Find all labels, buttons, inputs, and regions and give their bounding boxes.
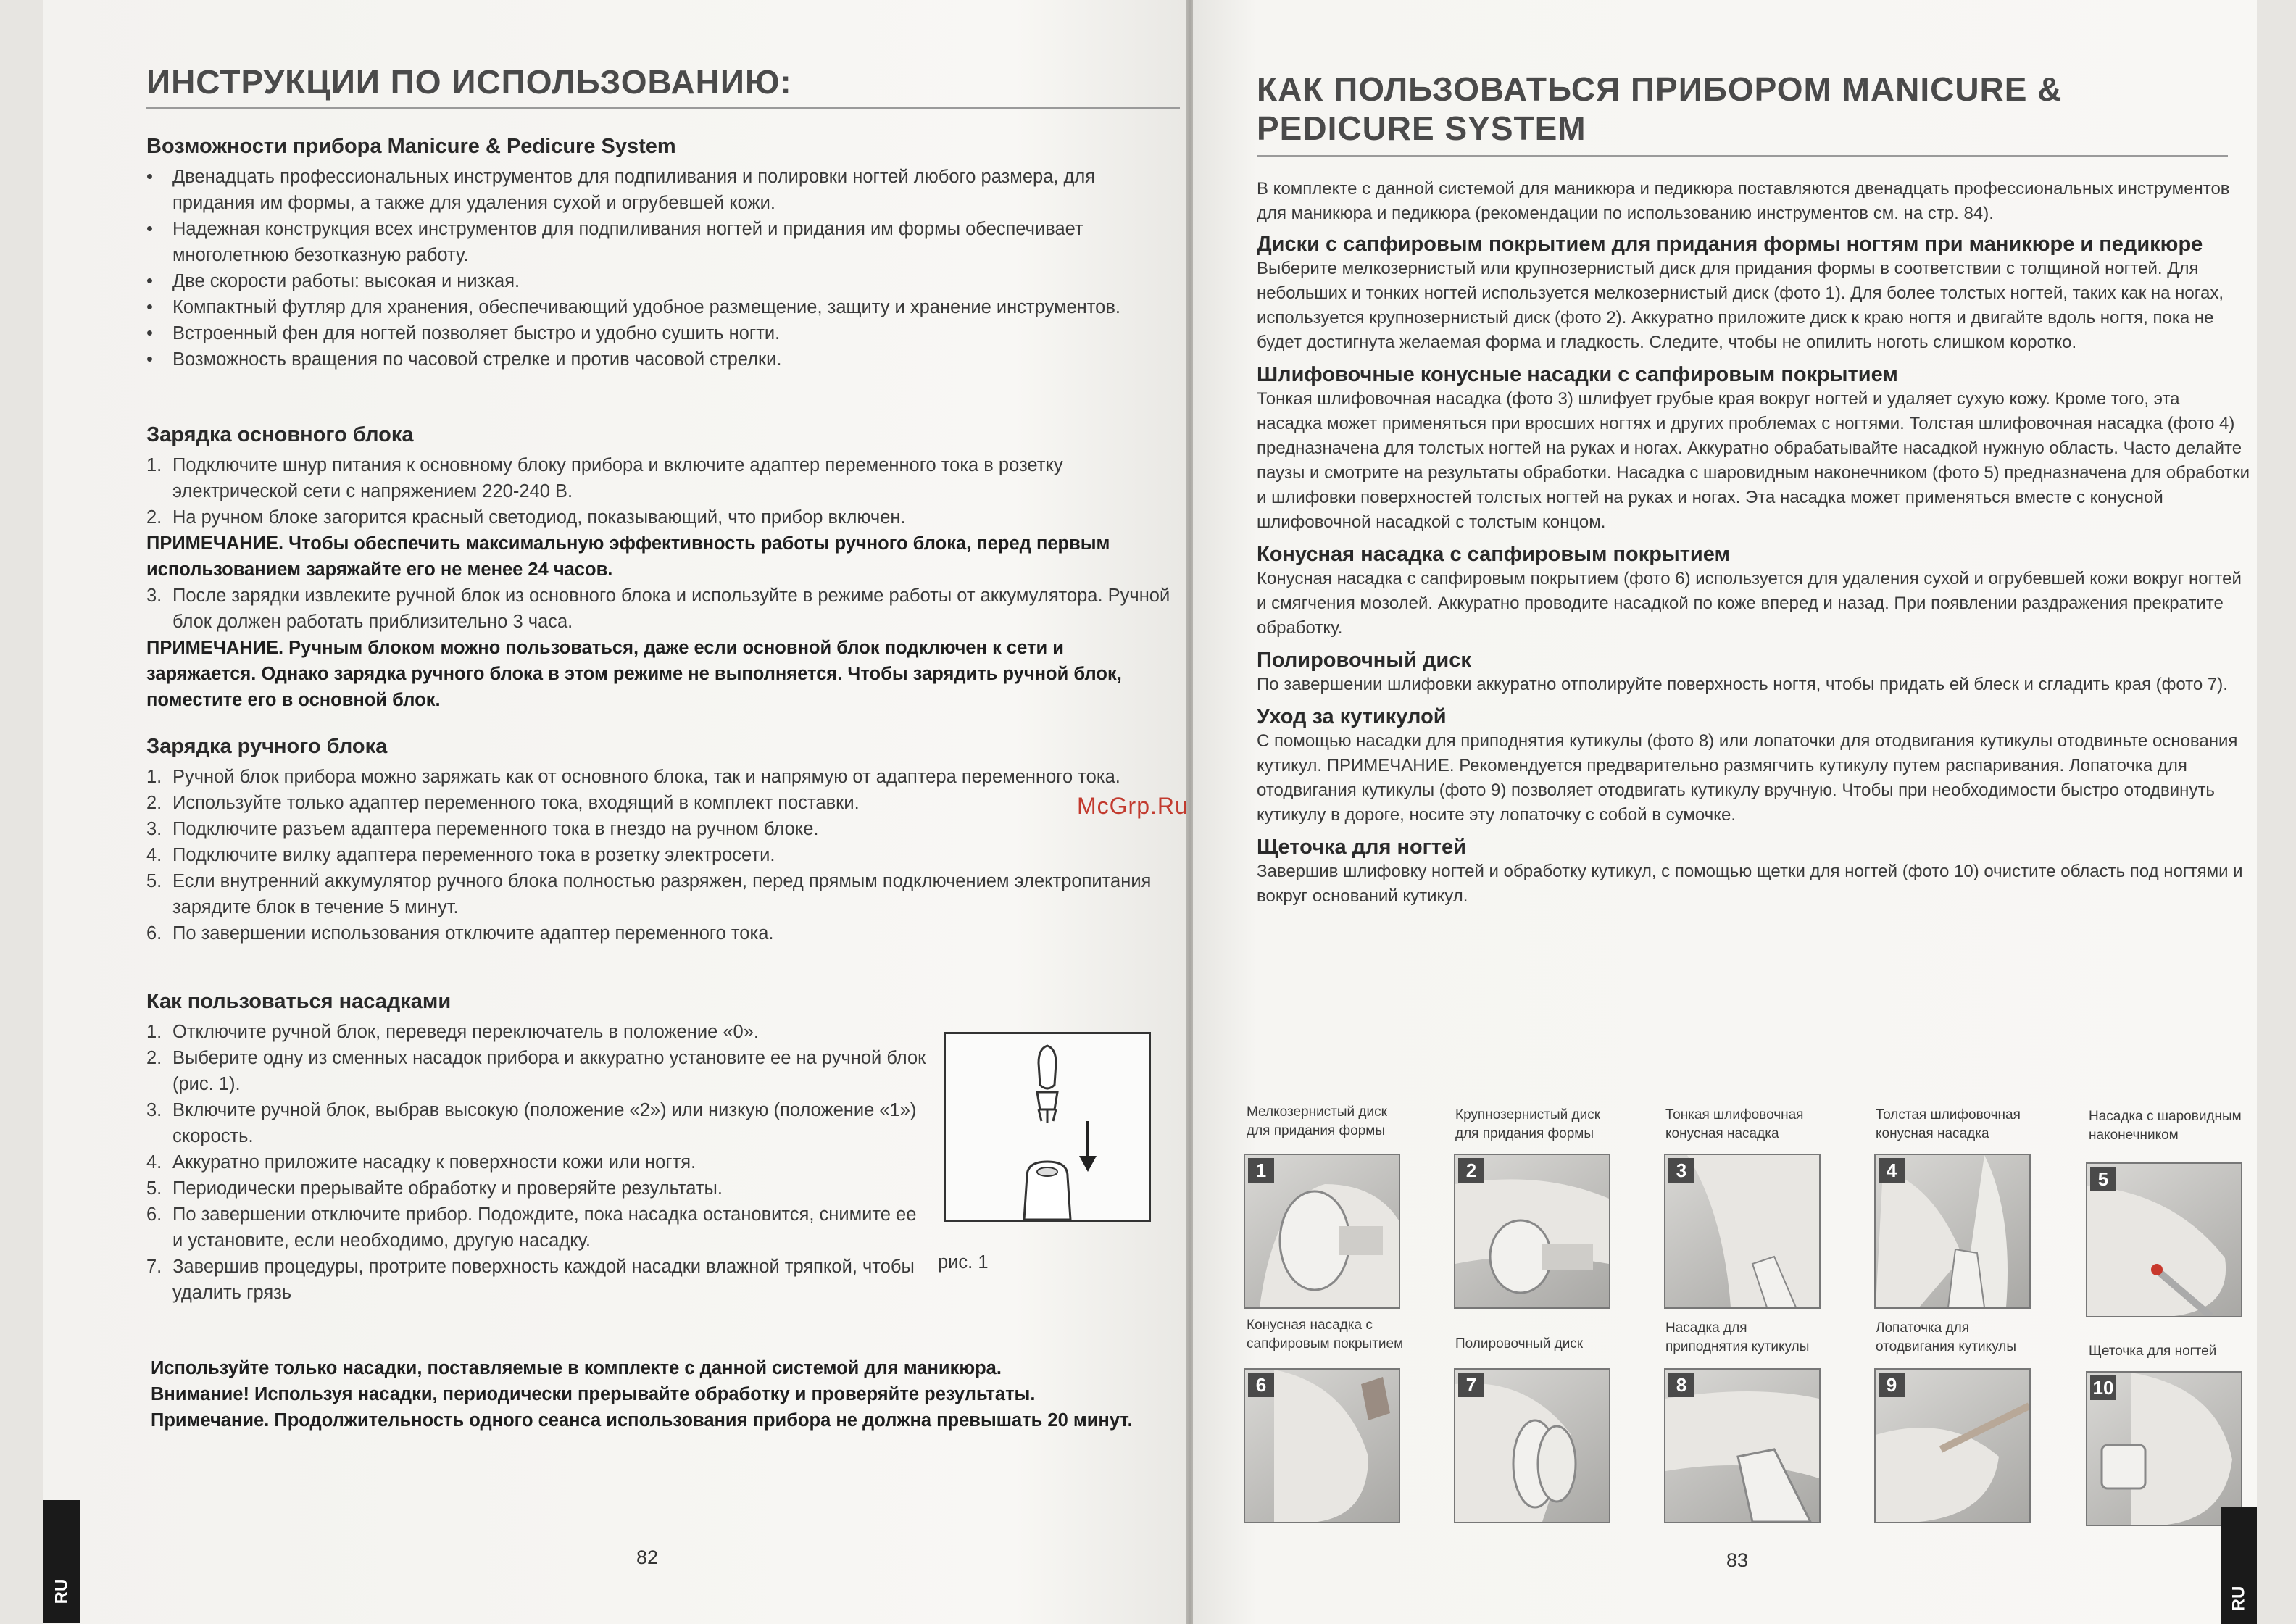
list-item: 2. Используйте только адаптер переменного тока, входящий в комплект поставки. bbox=[146, 793, 860, 813]
bullet-icon: • bbox=[146, 349, 153, 370]
section-body: Тонкая шлифовочная насадка (фото 3) шлифует грубые края вокруг ногтей и удаляет сухую кожу. Кроме того, эта насадка может применяться при вросших ногтях и других проблемах с ногтями. Толстая шлифовочная насадка (фото 4) предназначена для толстых ногтей на руках и ногах. Аккуратно обрабатывайте насадкой нужную область. Часто делайте паузы и смотрите на результаты обработки. Насадка с шаровидным наконечником (фото 5) предназначена для обработки и шлифовки поверхностей толстых ногтей на руках и ногах. Эта насадка может применяться вместе с конусной шлифовочной насадкой с толстым концом. bbox=[1257, 389, 2250, 532]
photo-number-badge: 9 bbox=[1879, 1373, 1905, 1397]
section-heading: Полировочный диск bbox=[1257, 649, 1471, 672]
language-tab: RU bbox=[2221, 1507, 2257, 1624]
photo-10 bbox=[2086, 1371, 2242, 1526]
photo-caption: Насадка для приподнятия кутикулы bbox=[1665, 1320, 1810, 1354]
photo-6 bbox=[1244, 1368, 1400, 1523]
photo-caption: Толстая шлифовочная конусная насадка bbox=[1876, 1107, 2021, 1141]
photo-caption: Конусная насадка с сапфировым покрытием bbox=[1247, 1317, 1404, 1352]
section-body: По завершении шлифовки аккуратно отполируйте поверхность ногтя, чтобы придать ей блеск и сгладить края (фото 7). bbox=[1257, 675, 2228, 694]
photo-5 bbox=[2086, 1162, 2242, 1317]
photo-number-badge: 6 bbox=[1248, 1373, 1274, 1397]
hand-charge-list bbox=[146, 764, 1176, 946]
photo-caption: Мелкозернистый диск для придания формы bbox=[1247, 1104, 1387, 1138]
section-body: Выберите мелкозернистый или крупнозернистый диск для придания формы в соответствии с толщиной ногтей. Для небольших и тонких ногтей используется мелкозернистый диск (фото 1). Для более толстых ногтей, таких как на ногах, используется крупнозернистый диск (фото 2). Аккуратно приложите диск к краю ногтя и двигайте вдоль ногтя, пока не будет достигнута желаемая форма и гладкость. Следите, чтобы не опилить ноготь слишком коротко. bbox=[1257, 259, 2224, 352]
photo-caption: Тонкая шлифовочная конусная насадка bbox=[1665, 1107, 1804, 1141]
list-item: 6. По завершении использования отключите адаптер переменного тока. bbox=[146, 923, 774, 944]
photo-number-badge: 4 bbox=[1879, 1158, 1905, 1183]
warnings-block bbox=[151, 1355, 1186, 1433]
photo-3 bbox=[1664, 1154, 1821, 1309]
bullet-icon: • bbox=[146, 219, 153, 239]
list-item: 6. По завершении отключите прибор. Подождите, пока насадка остановится, снимите ее и установите, если необходимо, другую насадку. bbox=[146, 1204, 917, 1251]
list-item: 2. На ручном блоке загорится красный светодиод, показывающий, что прибор включен. bbox=[146, 507, 906, 528]
photo-caption: Насадка с шаровидным наконечником bbox=[2089, 1109, 2242, 1143]
list-item: 3. После зарядки извлеките ручной блок из основного блока и используйте в режиме работы от аккумулятора. Ручной блок должен работать приблизительно 3 часа. bbox=[146, 586, 1170, 632]
section-heading: Шлифовочные конусные насадки с сапфировым покрытием bbox=[1257, 363, 1898, 386]
list-item: 7. Завершив процедуры, протрите поверхность каждой насадки влажной тряпкой, чтобы удалить грязь bbox=[146, 1257, 915, 1303]
list-item: 1. Ручной блок прибора можно заряжать как от основного блока, так и напрямую от адаптера переменного тока. bbox=[146, 767, 1120, 787]
list-item: • Двенадцать профессиональных инструментов для подпиливания и полировки ногтей любого размера, для придания им формы, а также для удаления сухой и огрубевшей кожи. bbox=[146, 164, 1176, 216]
bullet-icon: • bbox=[146, 297, 153, 317]
watermark: McGrp.Ru bbox=[1077, 793, 1189, 819]
features-section bbox=[146, 133, 1176, 372]
warning-line: Примечание. Продолжительность одного сеанса использования прибора не должна превышать 20 минут. bbox=[151, 1410, 1133, 1431]
title-rule bbox=[1257, 155, 2228, 157]
photo-number-badge: 10 bbox=[2090, 1375, 2116, 1400]
list-item: • Возможность вращения по часовой стрелке и против часовой стрелки. bbox=[146, 346, 1176, 372]
note-hand-unit: ПРИМЕЧАНИЕ. Ручным блоком можно пользоваться, даже если основной блок подключен к сети и заряжается. Однако зарядка ручного блока в этом режиме не выполняется. Чтобы зарядить ручной блок, поместите его в основной блок. bbox=[146, 638, 1122, 710]
list-item: • Надежная конструкция всех инструментов для подпиливания ногтей и придания им формы обеспечивает многолетнюю безотказную работу. bbox=[146, 216, 1176, 268]
photo-number-badge: 1 bbox=[1248, 1158, 1274, 1183]
photo-8 bbox=[1664, 1368, 1821, 1523]
main-charge-section bbox=[146, 422, 1176, 713]
features-list bbox=[146, 164, 1176, 372]
list-item: • Встроенный фен для ногтей позволяет быстро и удобно сушить ногти. bbox=[146, 320, 1176, 346]
photo-4 bbox=[1874, 1154, 2031, 1309]
photo-1 bbox=[1244, 1154, 1400, 1309]
photo-number-badge: 7 bbox=[1458, 1373, 1484, 1397]
section-heading: Щеточка для ногтей bbox=[1257, 836, 1466, 859]
bullet-icon: • bbox=[146, 271, 153, 291]
photo-caption: Лопаточка для отодвигания кутикулы bbox=[1876, 1320, 2017, 1354]
photo-number-badge: 5 bbox=[2090, 1167, 2116, 1191]
photo-number-badge: 8 bbox=[1668, 1373, 1694, 1397]
figure-1 bbox=[944, 1032, 1151, 1222]
note-first-charge: ПРИМЕЧАНИЕ. Чтобы обеспечить максимальную эффективность работы ручного блока, перед первым использованием заряжайте его не менее 24 часов. bbox=[146, 533, 1110, 580]
photo-caption: Полировочный диск bbox=[1455, 1336, 1584, 1352]
list-item: 3. Включите ручной блок, выбрав высокую (положение «2») или низкую (положение «1») скорость. bbox=[146, 1100, 917, 1146]
photo-7 bbox=[1454, 1368, 1610, 1523]
hand-charge-section bbox=[146, 733, 1176, 946]
warning-line: Внимание! Используя насадки, периодически прерывайте обработку и проверяйте результаты. bbox=[151, 1384, 1036, 1404]
main-charge-list bbox=[146, 452, 1176, 530]
left-page bbox=[43, 0, 1186, 1624]
photo-number-badge: 3 bbox=[1668, 1158, 1694, 1183]
bullet-icon: • bbox=[146, 323, 153, 343]
section-body: Завершив шлифовку ногтей и обработку кутикул, с помощью щетки для ногтей (фото 10) очистите область под ногтями и вокруг оснований кутикул. bbox=[1257, 862, 2243, 906]
section-body: Конусная насадка с сапфировым покрытием (фото 6) используется для удаления сухой и огрубевшей кожи вокруг ногтей и смягчения мозолей. Аккуратно проводите насадкой по коже вперед и назад. При появлении раздражения прекратите обработку. bbox=[1257, 569, 2242, 638]
section-heading: Уход за кутикулой bbox=[1257, 705, 1447, 728]
bullet-icon: • bbox=[146, 167, 153, 187]
photo-caption: Крупнозернистый диск для придания формы bbox=[1455, 1107, 1601, 1141]
title-rule bbox=[146, 107, 1180, 109]
section-heading: Диски с сапфировым покрытием для придания формы ногтям при маникюре и педикюре bbox=[1257, 233, 2203, 256]
warning-line: Используйте только насадки, поставляемые в комплекте с данной системой для маникюра. bbox=[151, 1358, 1002, 1378]
list-item: 4. Подключите вилку адаптера переменного тока в розетку электросети. bbox=[146, 845, 775, 865]
photo-number-badge: 2 bbox=[1458, 1158, 1484, 1183]
page-number: 82 bbox=[636, 1546, 659, 1568]
attachment-install-illustration bbox=[946, 1034, 1149, 1220]
hand-charge-heading: Зарядка ручного блока bbox=[146, 735, 388, 758]
section-body: С помощью насадки для приподнятия кутикулы (фото 8) или лопаточки для отодвигания кутикулы отодвиньте основания кутикул. ПРИМЕЧАНИЕ. Рекомендуется предварительно размягчить кутикулу путем распаривания. Лопаточка для отодвигания кутикулы (фото 9) позволяет отодвигать кутикулу вручную. Чтобы при необходимости быстро отодвинуть кутикулу в дороге, носите эту лопаточку с собой в сумочке. bbox=[1257, 731, 2238, 825]
language-tab: RU bbox=[43, 1500, 80, 1623]
list-item: • Две скорости работы: высокая и низкая. bbox=[146, 268, 1176, 294]
instructions-column bbox=[1257, 177, 2250, 909]
features-heading: Возможности прибора Manicure & Pedicure System bbox=[146, 135, 676, 158]
photo-2 bbox=[1454, 1154, 1610, 1309]
list-item: 3. Подключите разъем адаптера переменного тока в гнездо на ручном блоке. bbox=[146, 819, 819, 839]
figure-1-caption: рис. 1 bbox=[938, 1252, 989, 1273]
section-heading: Конусная насадка с сапфировым покрытием bbox=[1257, 543, 1730, 566]
right-page bbox=[1193, 0, 2257, 1624]
main-charge-heading: Зарядка основного блока bbox=[146, 423, 414, 446]
list-item: • Компактный футляр для хранения, обеспечивающий удобное размещение, защиту и хранение инструментов. bbox=[146, 294, 1176, 320]
attachments-list bbox=[146, 1019, 929, 1306]
right-page-title: КАК ПОЛЬЗОВАТЬСЯ ПРИБОРОМ MANICURE & PEDICURE SYSTEM bbox=[1257, 70, 2063, 147]
attachments-section bbox=[146, 988, 929, 1306]
list-item: 1. Отключите ручной блок, переведя переключатель в положение «0». bbox=[146, 1022, 759, 1042]
photo-caption: Щеточка для ногтей bbox=[2089, 1344, 2217, 1359]
photo-9 bbox=[1874, 1368, 2031, 1523]
left-page-title: ИНСТРУКЦИИ ПО ИСПОЛЬЗОВАНИЮ: bbox=[146, 63, 792, 101]
list-item: 5. Периодически прерывайте обработку и проверяйте результаты. bbox=[146, 1178, 723, 1199]
list-item: 5. Если внутренний аккумулятор ручного блока полностью разряжен, перед прямым подключением электропитания зарядите блок в течение 5 минут. bbox=[146, 871, 1152, 917]
attachments-heading: Как пользоваться насадками bbox=[146, 990, 452, 1013]
list-item: 2. Выберите одну из сменных насадок прибора и аккуратно установите ее на ручной блок (рис. 1). bbox=[146, 1048, 926, 1094]
intro-text: В комплекте с данной системой для маникюра и педикюра поставляются двенадцать профессиональных инструментов для маникюра и педикюра (рекомендации по использованию инструментов см. на стр. 84). bbox=[1257, 179, 2230, 223]
main-charge-list-cont bbox=[146, 583, 1176, 635]
page-number: 83 bbox=[1726, 1549, 1749, 1571]
list-item: 1. Подключите шнур питания к основному блоку прибора и включите адаптер переменного тока в розетку электрической сети с напряжением 220-240 В. bbox=[146, 455, 1063, 501]
list-item: 4. Аккуратно приложите насадку к поверхности кожи или ногтя. bbox=[146, 1152, 696, 1173]
